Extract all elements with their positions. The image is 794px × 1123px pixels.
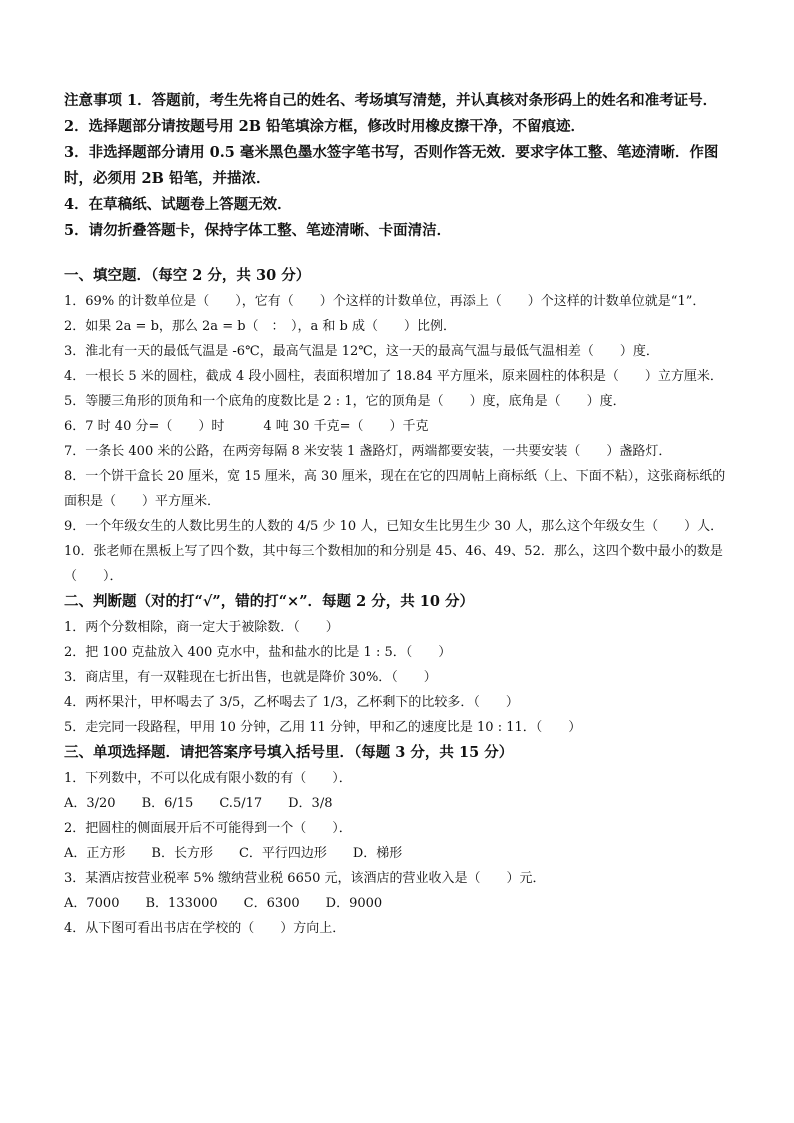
instruction-note: 3．非选择题部分请用 0.5 毫米黑色墨水签字笔书写，否则作答无效．要求字体工整、笔迹清晰．作图时，必须用 2B 铅笔，并描浓． — [64, 144, 719, 187]
section-title-true-false: 二、判断题（对的打“√”，错的打“×”．每题 2 分，共 10 分） — [64, 593, 474, 610]
instruction-note: 4．在草稿纸、试题卷上答题无效． — [64, 196, 292, 213]
question-item: 2．把 100 克盐放入 400 克水中，盐和盐水的比是 1 : 5．（ ） — [64, 645, 452, 660]
question-item: 9．一个年级女生的人数比男生的人数的 4/5 少 10 人，已知女生比男生少 30 人，那么这个年级女生（ ）人． — [64, 519, 724, 534]
questions-block — [64, 263, 736, 941]
answer-options: A．7000 B．133000 C．6300 D．9000 — [64, 896, 383, 911]
section-title-multiple-choice: 三、单项选择题．请把答案序号填入括号里．（每题 3 分，共 15 分） — [64, 744, 514, 761]
answer-options: A．3/20 B．6/15 C.5/17 D．3/8 — [64, 796, 333, 811]
question-item: 3．商店里，有一双鞋现在七折出售，也就是降价 30%．（ ） — [64, 670, 437, 685]
question-item: 4．一根长 5 米的圆柱，截成 4 段小圆柱，表面积增加了 18.84 平方厘米，原来圆柱的体积是（ ）立方厘米． — [64, 369, 723, 384]
question-item: 7．一条长 400 米的公路，在两旁每隔 8 米安装 1 盏路灯，两端都要安装，一共要安装（ ）盏路灯． — [64, 444, 672, 459]
question-item: 2．把圆柱的侧面展开后不可能得到一个（ ）． — [64, 821, 352, 836]
question-item: 3．淮北有一天的最低气温是 -6℃，最高气温是 12℃，这一天的最高气温与最低气温相差（ ）度． — [64, 344, 659, 359]
question-item: 3．某酒店按营业税率 5% 缴纳营业税 6650 元，该酒店的营业收入是（ ）元． — [64, 871, 546, 886]
question-item: 2．如果 2a = b，那么 2a = b（ ： ），a 和 b 成（ ）比例． — [64, 319, 457, 334]
question-item: 6．7 时 40 分=（ ）时 4 吨 30 千克=（ ）千克 — [64, 419, 429, 434]
instructions-block — [64, 88, 734, 244]
instruction-note: 5．请勿折叠答题卡，保持字体工整、笔迹清晰、卡面清洁． — [64, 222, 452, 239]
question-item: 1．下列数中，不可以化成有限小数的有（ ）． — [64, 771, 352, 786]
question-item: 5．走完同一段路程，甲用 10 分钟，乙用 11 分钟，甲和乙的速度比是 10 : 11．（ ） — [64, 720, 582, 735]
question-item: 10．张老师在黑板上写了四个数，其中每三个数相加的和分别是 45、46、49、52．那么，这四个数中最小的数是（ ）． — [64, 544, 723, 584]
answer-options: A．正方形 B．长方形 C．平行四边形 D．梯形 — [64, 846, 403, 861]
instruction-note: 2．选择题部分请按题号用 2B 铅笔填涂方框，修改时用橡皮擦干净，不留痕迹． — [64, 118, 586, 135]
question-item: 1．两个分数相除，商一定大于被除数．（ ） — [64, 620, 339, 635]
question-item: 4．两杯果汁，甲杯喝去了 3/5，乙杯喝去了 1/3，乙杯剩下的比较多．（ ） — [64, 695, 519, 710]
question-item: 5．等腰三角形的顶角和一个底角的度数比是 2 : 1，它的顶角是（ ）度，底角是（ ）度． — [64, 394, 626, 409]
question-item: 4．从下图可看出书店在学校的（ ）方向上． — [64, 921, 346, 936]
question-item: 8．一个饼干盒长 20 厘米，宽 15 厘米，高 30 厘米，现在在它的四周帖上商标纸（上、下面不粘），这张商标纸的面积是（ ）平方厘米． — [64, 469, 726, 509]
instruction-note: 注意事项 1．答题前，考生先将自己的姓名、考场填写清楚，并认真核对条形码上的姓名和准考证号． — [64, 92, 718, 109]
question-item: 1．69% 的计数单位是（ ），它有（ ）个这样的计数单位，再添上（ ）个这样的计数单位就是“1”． — [64, 294, 706, 309]
section-title-fill-blank: 一、填空题．（每空 2 分，共 30 分） — [64, 267, 311, 284]
